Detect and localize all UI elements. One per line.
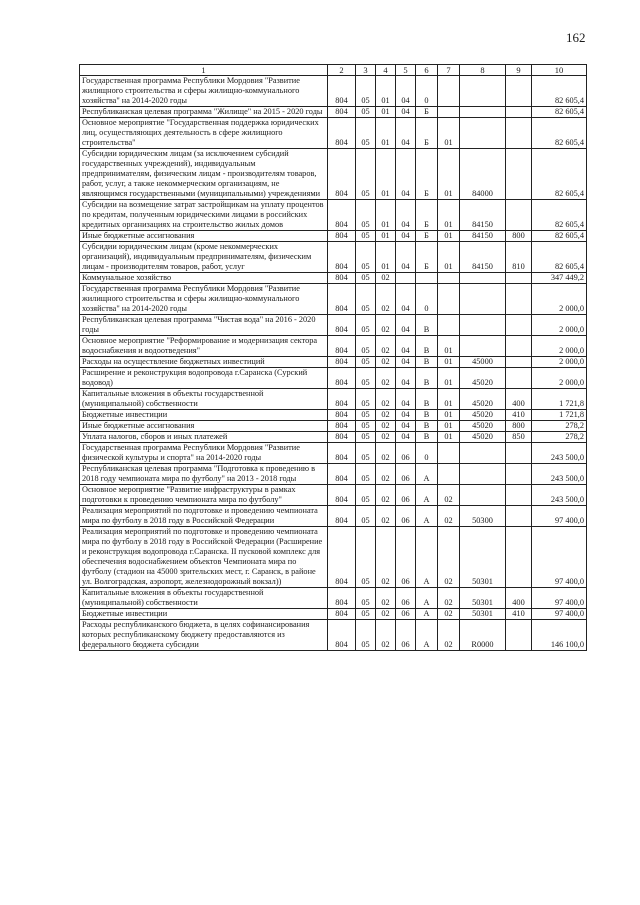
amount: 278,2 [532, 421, 587, 432]
subsection-code: 02 [376, 368, 396, 389]
subprogram-code: А [416, 609, 438, 620]
amount: 97 400,0 [532, 609, 587, 620]
amount: 1 721,8 [532, 389, 587, 410]
amount: 2 000,0 [532, 315, 587, 336]
amount: 97 400,0 [532, 588, 587, 609]
measure-code: 02 [438, 620, 460, 651]
subprogram-code [416, 273, 438, 284]
subsection-code: 02 [376, 506, 396, 527]
ministry-code: 804 [328, 421, 356, 432]
expense-type-code: 410 [506, 609, 532, 620]
expense-type-code: 800 [506, 421, 532, 432]
subprogram-code: А [416, 464, 438, 485]
amount: 97 400,0 [532, 506, 587, 527]
program-code: 06 [396, 443, 416, 464]
subsection-code: 02 [376, 527, 396, 588]
subprogram-code: Б [416, 107, 438, 118]
section-code: 05 [356, 107, 376, 118]
program-code: 04 [396, 284, 416, 315]
subprogram-code: А [416, 527, 438, 588]
subprogram-code: В [416, 389, 438, 410]
direction-code: 45020 [460, 432, 506, 443]
column-header: 1 [80, 65, 328, 76]
subsection-code: 01 [376, 242, 396, 273]
table-row [80, 336, 587, 357]
measure-code [438, 443, 460, 464]
measure-code: 01 [438, 389, 460, 410]
program-code: 04 [396, 357, 416, 368]
subsection-code: 02 [376, 357, 396, 368]
table-row [80, 273, 587, 284]
expense-type-code [506, 118, 532, 149]
program-code: 06 [396, 527, 416, 588]
expense-type-code: 400 [506, 389, 532, 410]
ministry-code: 804 [328, 336, 356, 357]
subprogram-code: В [416, 357, 438, 368]
table-row [80, 107, 587, 118]
row-name: Основное мероприятие "Государственная поддержка юридических лиц, осуществляющих деятельность в сфере жилищного строительства" [80, 118, 328, 149]
ministry-code: 804 [328, 443, 356, 464]
row-name: Государственная программа Республики Мордовия "Развитие жилищного строительства и сферы жилищно-коммунального хозяйства" на 2014-2020 годы [80, 284, 328, 315]
column-header: 3 [356, 65, 376, 76]
ministry-code: 804 [328, 107, 356, 118]
amount: 82 605,4 [532, 231, 587, 242]
table-row [80, 485, 587, 506]
direction-code: 45020 [460, 421, 506, 432]
program-code: 04 [396, 242, 416, 273]
amount: 278,2 [532, 432, 587, 443]
expense-type-code [506, 485, 532, 506]
subprogram-code: 0 [416, 284, 438, 315]
direction-code [460, 443, 506, 464]
program-code: 06 [396, 588, 416, 609]
amount: 347 449,2 [532, 273, 587, 284]
expense-type-code [506, 368, 532, 389]
row-name: Субсидии юридическим лицам (кроме некоммерческих организаций), индивидуальным предпринимателям, физическим лицам - производителям товаров, работ, услуг [80, 242, 328, 273]
amount: 243 500,0 [532, 464, 587, 485]
row-name: Реализация мероприятий по подготовке и проведению чемпионата мира по футболу в 2018 году в Российской Федерации [80, 506, 328, 527]
section-code: 05 [356, 284, 376, 315]
row-name: Государственная программа Республики Мордовия "Развитие физической культуры и спорта" на 2014-2020 годы [80, 443, 328, 464]
table-row [80, 421, 587, 432]
table-row [80, 76, 587, 107]
program-code: 04 [396, 76, 416, 107]
section-code: 05 [356, 464, 376, 485]
row-name: Коммунальное хозяйство [80, 273, 328, 284]
expense-type-code [506, 200, 532, 231]
expense-type-code [506, 273, 532, 284]
subsection-code: 02 [376, 485, 396, 506]
direction-code: 45020 [460, 410, 506, 421]
section-code: 05 [356, 368, 376, 389]
program-code: 04 [396, 231, 416, 242]
direction-code: 45020 [460, 389, 506, 410]
direction-code: 84150 [460, 200, 506, 231]
direction-code: 45000 [460, 357, 506, 368]
expense-type-code [506, 284, 532, 315]
subsection-code: 02 [376, 421, 396, 432]
subprogram-code: 0 [416, 443, 438, 464]
section-code: 05 [356, 432, 376, 443]
subsection-code: 01 [376, 149, 396, 200]
program-code: 04 [396, 336, 416, 357]
direction-code [460, 118, 506, 149]
direction-code: 50300 [460, 506, 506, 527]
direction-code [460, 315, 506, 336]
table-row [80, 118, 587, 149]
ministry-code: 804 [328, 620, 356, 651]
amount: 82 605,4 [532, 107, 587, 118]
section-code: 05 [356, 357, 376, 368]
section-code: 05 [356, 118, 376, 149]
ministry-code: 804 [328, 242, 356, 273]
subprogram-code: Б [416, 200, 438, 231]
amount: 243 500,0 [532, 443, 587, 464]
direction-code: R0000 [460, 620, 506, 651]
row-name: Субсидии юридическим лицам (за исключением субсидий государственных учреждений), индивидуальным предпринимателям, физическим лицам - производителям товаров, работ, услуг, а также некоммерческим организациям, не являющимся государственными (муниципальными) учреждениями [80, 149, 328, 200]
subprogram-code: А [416, 485, 438, 506]
row-name: Расширение и реконструкция водопровода г.Саранска (Сурский водовод) [80, 368, 328, 389]
ministry-code: 804 [328, 609, 356, 620]
table-row [80, 149, 587, 200]
row-name: Иные бюджетные ассигнования [80, 231, 328, 242]
table-row [80, 443, 587, 464]
expense-type-code [506, 506, 532, 527]
section-code: 05 [356, 620, 376, 651]
ministry-code: 804 [328, 432, 356, 443]
subsection-code: 01 [376, 200, 396, 231]
row-name: Субсидии на возмещение затрат застройщикам на уплату процентов по кредитам, полученным юридическими лицами в российских кредитных организациях на строительство жилых домов [80, 200, 328, 231]
table-row [80, 620, 587, 651]
program-code: 06 [396, 464, 416, 485]
measure-code [438, 315, 460, 336]
direction-code [460, 336, 506, 357]
program-code: 04 [396, 421, 416, 432]
measure-code: 02 [438, 485, 460, 506]
measure-code: 01 [438, 231, 460, 242]
measure-code: 01 [438, 410, 460, 421]
measure-code: 01 [438, 149, 460, 200]
subsection-code: 02 [376, 620, 396, 651]
subsection-code: 02 [376, 315, 396, 336]
amount: 146 100,0 [532, 620, 587, 651]
subprogram-code: Б [416, 118, 438, 149]
expense-type-code [506, 620, 532, 651]
measure-code: 02 [438, 506, 460, 527]
program-code: 06 [396, 485, 416, 506]
direction-code [460, 107, 506, 118]
section-code: 05 [356, 149, 376, 200]
section-code: 05 [356, 485, 376, 506]
table-row [80, 527, 587, 588]
page-number: 162 [566, 30, 586, 45]
subprogram-code: 0 [416, 76, 438, 107]
expense-type-code: 410 [506, 410, 532, 421]
expense-type-code [506, 76, 532, 107]
column-header: 7 [438, 65, 460, 76]
ministry-code: 804 [328, 284, 356, 315]
budget-table [79, 64, 587, 651]
table-row [80, 609, 587, 620]
direction-code: 50301 [460, 609, 506, 620]
ministry-code: 804 [328, 118, 356, 149]
table-row [80, 284, 587, 315]
table-row [80, 242, 587, 273]
row-name: Расходы республиканского бюджета, в целях софинансирования которых республиканскому бюджету предоставляются из федерального бюджета субсидии [80, 620, 328, 651]
table-row [80, 231, 587, 242]
row-name: Республиканская целевая программа "Жилище" на 2015 - 2020 годы [80, 107, 328, 118]
row-name: Бюджетные инвестиции [80, 410, 328, 421]
measure-code: 01 [438, 357, 460, 368]
subsection-code: 01 [376, 231, 396, 242]
expense-type-code [506, 149, 532, 200]
expense-type-code [506, 107, 532, 118]
subprogram-code: В [416, 432, 438, 443]
ministry-code: 804 [328, 506, 356, 527]
program-code: 04 [396, 389, 416, 410]
column-header: 8 [460, 65, 506, 76]
direction-code: 84000 [460, 149, 506, 200]
expense-type-code: 850 [506, 432, 532, 443]
section-code: 05 [356, 410, 376, 421]
direction-code: 50301 [460, 588, 506, 609]
subprogram-code: Б [416, 242, 438, 273]
amount: 2 000,0 [532, 357, 587, 368]
subprogram-code: В [416, 315, 438, 336]
amount: 2 000,0 [532, 368, 587, 389]
program-code: 06 [396, 609, 416, 620]
amount: 2 000,0 [532, 336, 587, 357]
ministry-code: 804 [328, 315, 356, 336]
column-header: 4 [376, 65, 396, 76]
subsection-code: 02 [376, 443, 396, 464]
section-code: 05 [356, 336, 376, 357]
table-row [80, 368, 587, 389]
subsection-code: 01 [376, 76, 396, 107]
table-row [80, 588, 587, 609]
ministry-code: 804 [328, 76, 356, 107]
section-code: 05 [356, 527, 376, 588]
measure-code: 01 [438, 421, 460, 432]
direction-code: 50301 [460, 527, 506, 588]
measure-code: 02 [438, 588, 460, 609]
measure-code [438, 284, 460, 315]
amount: 82 605,4 [532, 200, 587, 231]
amount: 1 721,8 [532, 410, 587, 421]
column-header: 5 [396, 65, 416, 76]
table-row [80, 200, 587, 231]
section-code: 05 [356, 443, 376, 464]
section-code: 05 [356, 609, 376, 620]
row-name: Государственная программа Республики Мордовия "Развитие жилищного строительства и сферы жилищно-коммунального хозяйства" на 2014-2020 годы [80, 76, 328, 107]
subsection-code: 02 [376, 336, 396, 357]
ministry-code: 804 [328, 527, 356, 588]
direction-code [460, 273, 506, 284]
row-name: Капитальные вложения в объекты государственной (муниципальной) собственности [80, 588, 328, 609]
column-header: 9 [506, 65, 532, 76]
ministry-code: 804 [328, 485, 356, 506]
section-code: 05 [356, 506, 376, 527]
section-code: 05 [356, 231, 376, 242]
measure-code [438, 464, 460, 485]
row-name: Иные бюджетные ассигнования [80, 421, 328, 432]
subprogram-code: Б [416, 149, 438, 200]
subprogram-code: В [416, 421, 438, 432]
measure-code: 01 [438, 200, 460, 231]
row-name: Республиканская целевая программа "Подготовка к проведению в 2018 году чемпионата мира по футболу" на 2013 - 2018 годы [80, 464, 328, 485]
direction-code [460, 464, 506, 485]
amount: 82 605,4 [532, 242, 587, 273]
program-code: 04 [396, 200, 416, 231]
direction-code [460, 76, 506, 107]
direction-code: 84150 [460, 231, 506, 242]
subprogram-code: Б [416, 231, 438, 242]
ministry-code: 804 [328, 231, 356, 242]
table-row [80, 432, 587, 443]
section-code: 05 [356, 273, 376, 284]
subsection-code: 02 [376, 389, 396, 410]
ministry-code: 804 [328, 273, 356, 284]
program-code [396, 273, 416, 284]
ministry-code: 804 [328, 200, 356, 231]
direction-code [460, 485, 506, 506]
column-header: 2 [328, 65, 356, 76]
ministry-code: 804 [328, 464, 356, 485]
program-code: 04 [396, 410, 416, 421]
subprogram-code: В [416, 410, 438, 421]
row-name: Основное мероприятие "Реформирование и модернизация сектора водоснабжения и водоотведения" [80, 336, 328, 357]
subprogram-code: А [416, 588, 438, 609]
direction-code: 45020 [460, 368, 506, 389]
table-row [80, 315, 587, 336]
expense-type-code [506, 443, 532, 464]
measure-code: 01 [438, 368, 460, 389]
subprogram-code: А [416, 506, 438, 527]
row-name: Реализация мероприятий по подготовке и проведению чемпионата мира по футболу в 2018 году в Российской Федерации (Расширение и реконструкция водопровода г.Саранска. II пусковой комплекс для обеспечения водоснабжением объектов Чемпионата мира по футболу (стадион на 45000 зрительских мест, г. Саранск, в районе ул. Волгоградская, аэропорт, железнодорожный вокзал)) [80, 527, 328, 588]
measure-code [438, 273, 460, 284]
subprogram-code: А [416, 620, 438, 651]
amount: 82 605,4 [532, 118, 587, 149]
subsection-code: 02 [376, 588, 396, 609]
amount: 243 500,0 [532, 485, 587, 506]
program-code: 04 [396, 107, 416, 118]
subsection-code: 02 [376, 609, 396, 620]
column-header: 10 [532, 65, 587, 76]
program-code: 04 [396, 368, 416, 389]
expense-type-code [506, 527, 532, 588]
section-code: 05 [356, 200, 376, 231]
measure-code: 02 [438, 609, 460, 620]
subsection-code: 01 [376, 118, 396, 149]
expense-type-code [506, 336, 532, 357]
measure-code [438, 107, 460, 118]
subsection-code: 01 [376, 107, 396, 118]
amount: 82 605,4 [532, 149, 587, 200]
measure-code: 01 [438, 118, 460, 149]
amount: 2 000,0 [532, 284, 587, 315]
section-code: 05 [356, 588, 376, 609]
ministry-code: 804 [328, 410, 356, 421]
table-row [80, 357, 587, 368]
program-code: 04 [396, 315, 416, 336]
measure-code: 02 [438, 527, 460, 588]
section-code: 05 [356, 76, 376, 107]
ministry-code: 804 [328, 368, 356, 389]
expense-type-code [506, 464, 532, 485]
column-header: 6 [416, 65, 438, 76]
subprogram-code: В [416, 368, 438, 389]
ministry-code: 804 [328, 389, 356, 410]
subprogram-code: В [416, 336, 438, 357]
subsection-code: 02 [376, 464, 396, 485]
row-name: Капитальные вложения в объекты государственной (муниципальной) собственности [80, 389, 328, 410]
amount: 97 400,0 [532, 527, 587, 588]
expense-type-code: 400 [506, 588, 532, 609]
subsection-code: 02 [376, 273, 396, 284]
direction-code: 84150 [460, 242, 506, 273]
expense-type-code: 800 [506, 231, 532, 242]
program-code: 04 [396, 118, 416, 149]
row-name: Бюджетные инвестиции [80, 609, 328, 620]
expense-type-code: 810 [506, 242, 532, 273]
ministry-code: 804 [328, 588, 356, 609]
ministry-code: 804 [328, 357, 356, 368]
measure-code: 01 [438, 432, 460, 443]
expense-type-code [506, 315, 532, 336]
row-name: Расходы на осуществление бюджетных инвестиций [80, 357, 328, 368]
subsection-code: 02 [376, 410, 396, 421]
program-code: 06 [396, 620, 416, 651]
measure-code: 01 [438, 242, 460, 273]
section-code: 05 [356, 315, 376, 336]
measure-code [438, 76, 460, 107]
program-code: 04 [396, 432, 416, 443]
row-name: Уплата налогов, сборов и иных платежей [80, 432, 328, 443]
section-code: 05 [356, 242, 376, 273]
measure-code: 01 [438, 336, 460, 357]
amount: 82 605,4 [532, 76, 587, 107]
program-code: 06 [396, 506, 416, 527]
subsection-code: 02 [376, 432, 396, 443]
ministry-code: 804 [328, 149, 356, 200]
row-name: Республиканская целевая программа "Чистая вода" на 2016 - 2020 годы [80, 315, 328, 336]
section-code: 05 [356, 389, 376, 410]
table-row [80, 410, 587, 421]
expense-type-code [506, 357, 532, 368]
table-row [80, 506, 587, 527]
section-code: 05 [356, 421, 376, 432]
table-row [80, 389, 587, 410]
table-header-row [80, 65, 587, 76]
subsection-code: 02 [376, 284, 396, 315]
program-code: 04 [396, 149, 416, 200]
row-name: Основное мероприятие "Развитие инфраструктуры в рамках подготовки к проведению чемпионата мира по футболу" [80, 485, 328, 506]
direction-code [460, 284, 506, 315]
table-row [80, 464, 587, 485]
